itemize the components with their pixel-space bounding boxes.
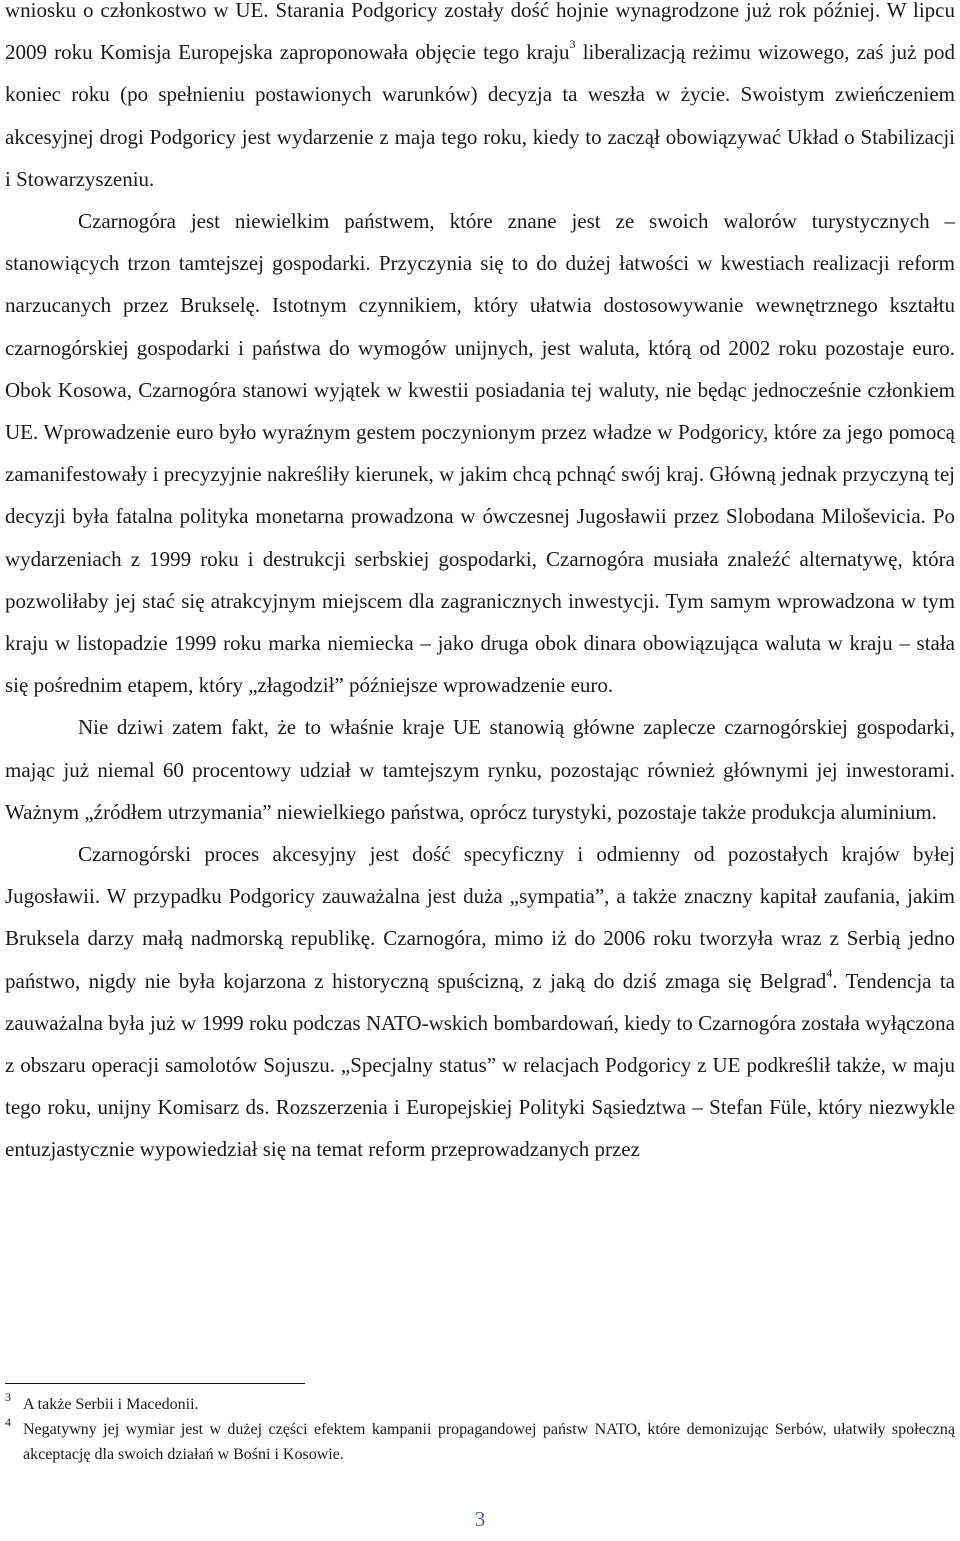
page-number: 3: [474, 1507, 486, 1531]
footnote-separator: [5, 1383, 305, 1384]
footnote-reference: 3: [569, 37, 576, 52]
footnote-reference: 4: [826, 965, 833, 980]
footnotes: [5, 1389, 955, 1467]
paragraph-text: Nie dziwi zatem fakt, że to właśnie kraje UE stanowią główne zaplecze czarnogórskiej gospodarki, mając już niemal 60 procentowy udział w tamtejszym rynku, pozostając również głównymi jej inwestorami. Ważnym „źródłem utrzymania” niewielkiego państwa, oprócz turystyki, pozostaje także produkcja aluminium.: [5, 715, 955, 824]
paragraph-text: Czarnogóra jest niewielkim państwem, które znane jest ze swoich walorów turystycznych – stanowiących trzon tamtejszej gospodarki. Przyczynia się to do dużej łatwości w kwestiach realizacji reform narzucanych przez Brukselę. Istotnym czynnikiem, który ułatwia dostosowywanie wewnętrznego kształtu czarnogórskiej gospodarki i państwa do wymogów unijnych, jest waluta, którą od 2002 roku pozostaje euro. Obok Kosowa, Czarnogóra stanowi wyjątek w kwestii posiadania tej waluty, nie będąc jednocześnie członkiem UE. Wprowadzenie euro było wyraźnym gestem poczynionym przez władze w Podgoricy, które za jego pomocą zamanifestowały i precyzyjnie nakreśliły kierunek, w jakim chcą pchnąć swój kraj. Główną jednak przyczyną tej decyzji była fatalna polityka monetarna prowadzona w ówczesnej Jugosławii przez Slobodana Miloševicia. Po wydarzeniach z 1999 roku i destrukcji serbskiej gospodarki, Czarnogóra musiała znaleźć alternatywę, która pozwoliłaby jej stać się atrakcyjnym miejscem dla zagranicznych inwestycji. Tym samym wprowadzona w tym kraju w listopadzie 1999 roku marka niemiecka – jako druga obok dinara obowiązująca waluta w kraju – stała się pośrednim etapem, który „złagodził” późniejsze wprowadzenie euro.: [5, 209, 955, 698]
footnote-text: A także Serbii i Macedonii.: [23, 1396, 199, 1413]
paragraph-text: wniosku o członkostwo w UE. Starania Podgoricy zostały dość hojnie wynagrodzone już rok później. W lipcu 2009 roku Komisja Europejska zaproponowała objęcie tego kraju: [5, 0, 955, 65]
paragraph-1: [5, 0, 955, 200]
document-body: [5, 0, 955, 1171]
paragraph-text: liberalizacją reżimu wizowego, zaś już pod koniec roku (po spełnieniu postawionych warunków) decyzja ta weszła w życie. Swoistym zwieńczeniem akcesyjnej drogi Podgoricy jest wydarzenie z maja tego roku, kiedy to zaczął obowiązywać Układ o Stabilizacji i Stowarzyszeniu.: [5, 40, 955, 191]
paragraph-4: [5, 833, 955, 1171]
paragraph-2: [5, 200, 955, 706]
footnote-text: Negatywny jej wymiar jest w dużej części efektem kampanii propagandowej państw NATO, które demonizując Serbów, ułatwiły społeczną akceptację dla swoich działań w Bośni i Kosowie.: [23, 1421, 955, 1463]
footnote-3: 3 A także Serbii i Macedonii.: [5, 1389, 199, 1413]
paragraph-3: [5, 706, 955, 833]
paragraph-text: . Tendencja ta zauważalna była już w 1999 roku podczas NATO-wskich bombardowań, kiedy to Czarnogóra została wyłączona z obszaru operacji samolotów Sojuszu. „Specjalny status” w relacjach Podgoricy z UE podkreślił także, w maju tego roku, unijny Komisarz ds. Rozszerzenia i Europejskiej Polityki Sąsiedztwa – Stefan Füle, który niezwykle entuzjastycznie wypowiedział się na temat reform przeprowadzanych przez: [5, 968, 955, 1162]
footnote-4: 4 Negatywny jej wymiar jest w dużej części efektem kampanii propagandowej państw NATO, które demonizując Serbów, ułatwiły społeczną akceptację dla swoich działań w Bośni i Kosowie.: [5, 1414, 955, 1463]
paragraph-text: Czarnogórski proces akcesyjny jest dość specyficzny i odmienny od pozostałych krajów byłej Jugosławii. W przypadku Podgoricy zauważalna jest duża „sympatia”, a także znaczny kapitał zaufania, jakim Bruksela darzy małą nadmorską republikę. Czarnogóra, mimo iż do 2006 roku tworzyła wraz z Serbią jedno państwo, nigdy nie była kojarzona z historyczną spuścizną, z jaką do dziś zmaga się Belgrad: [5, 842, 955, 993]
